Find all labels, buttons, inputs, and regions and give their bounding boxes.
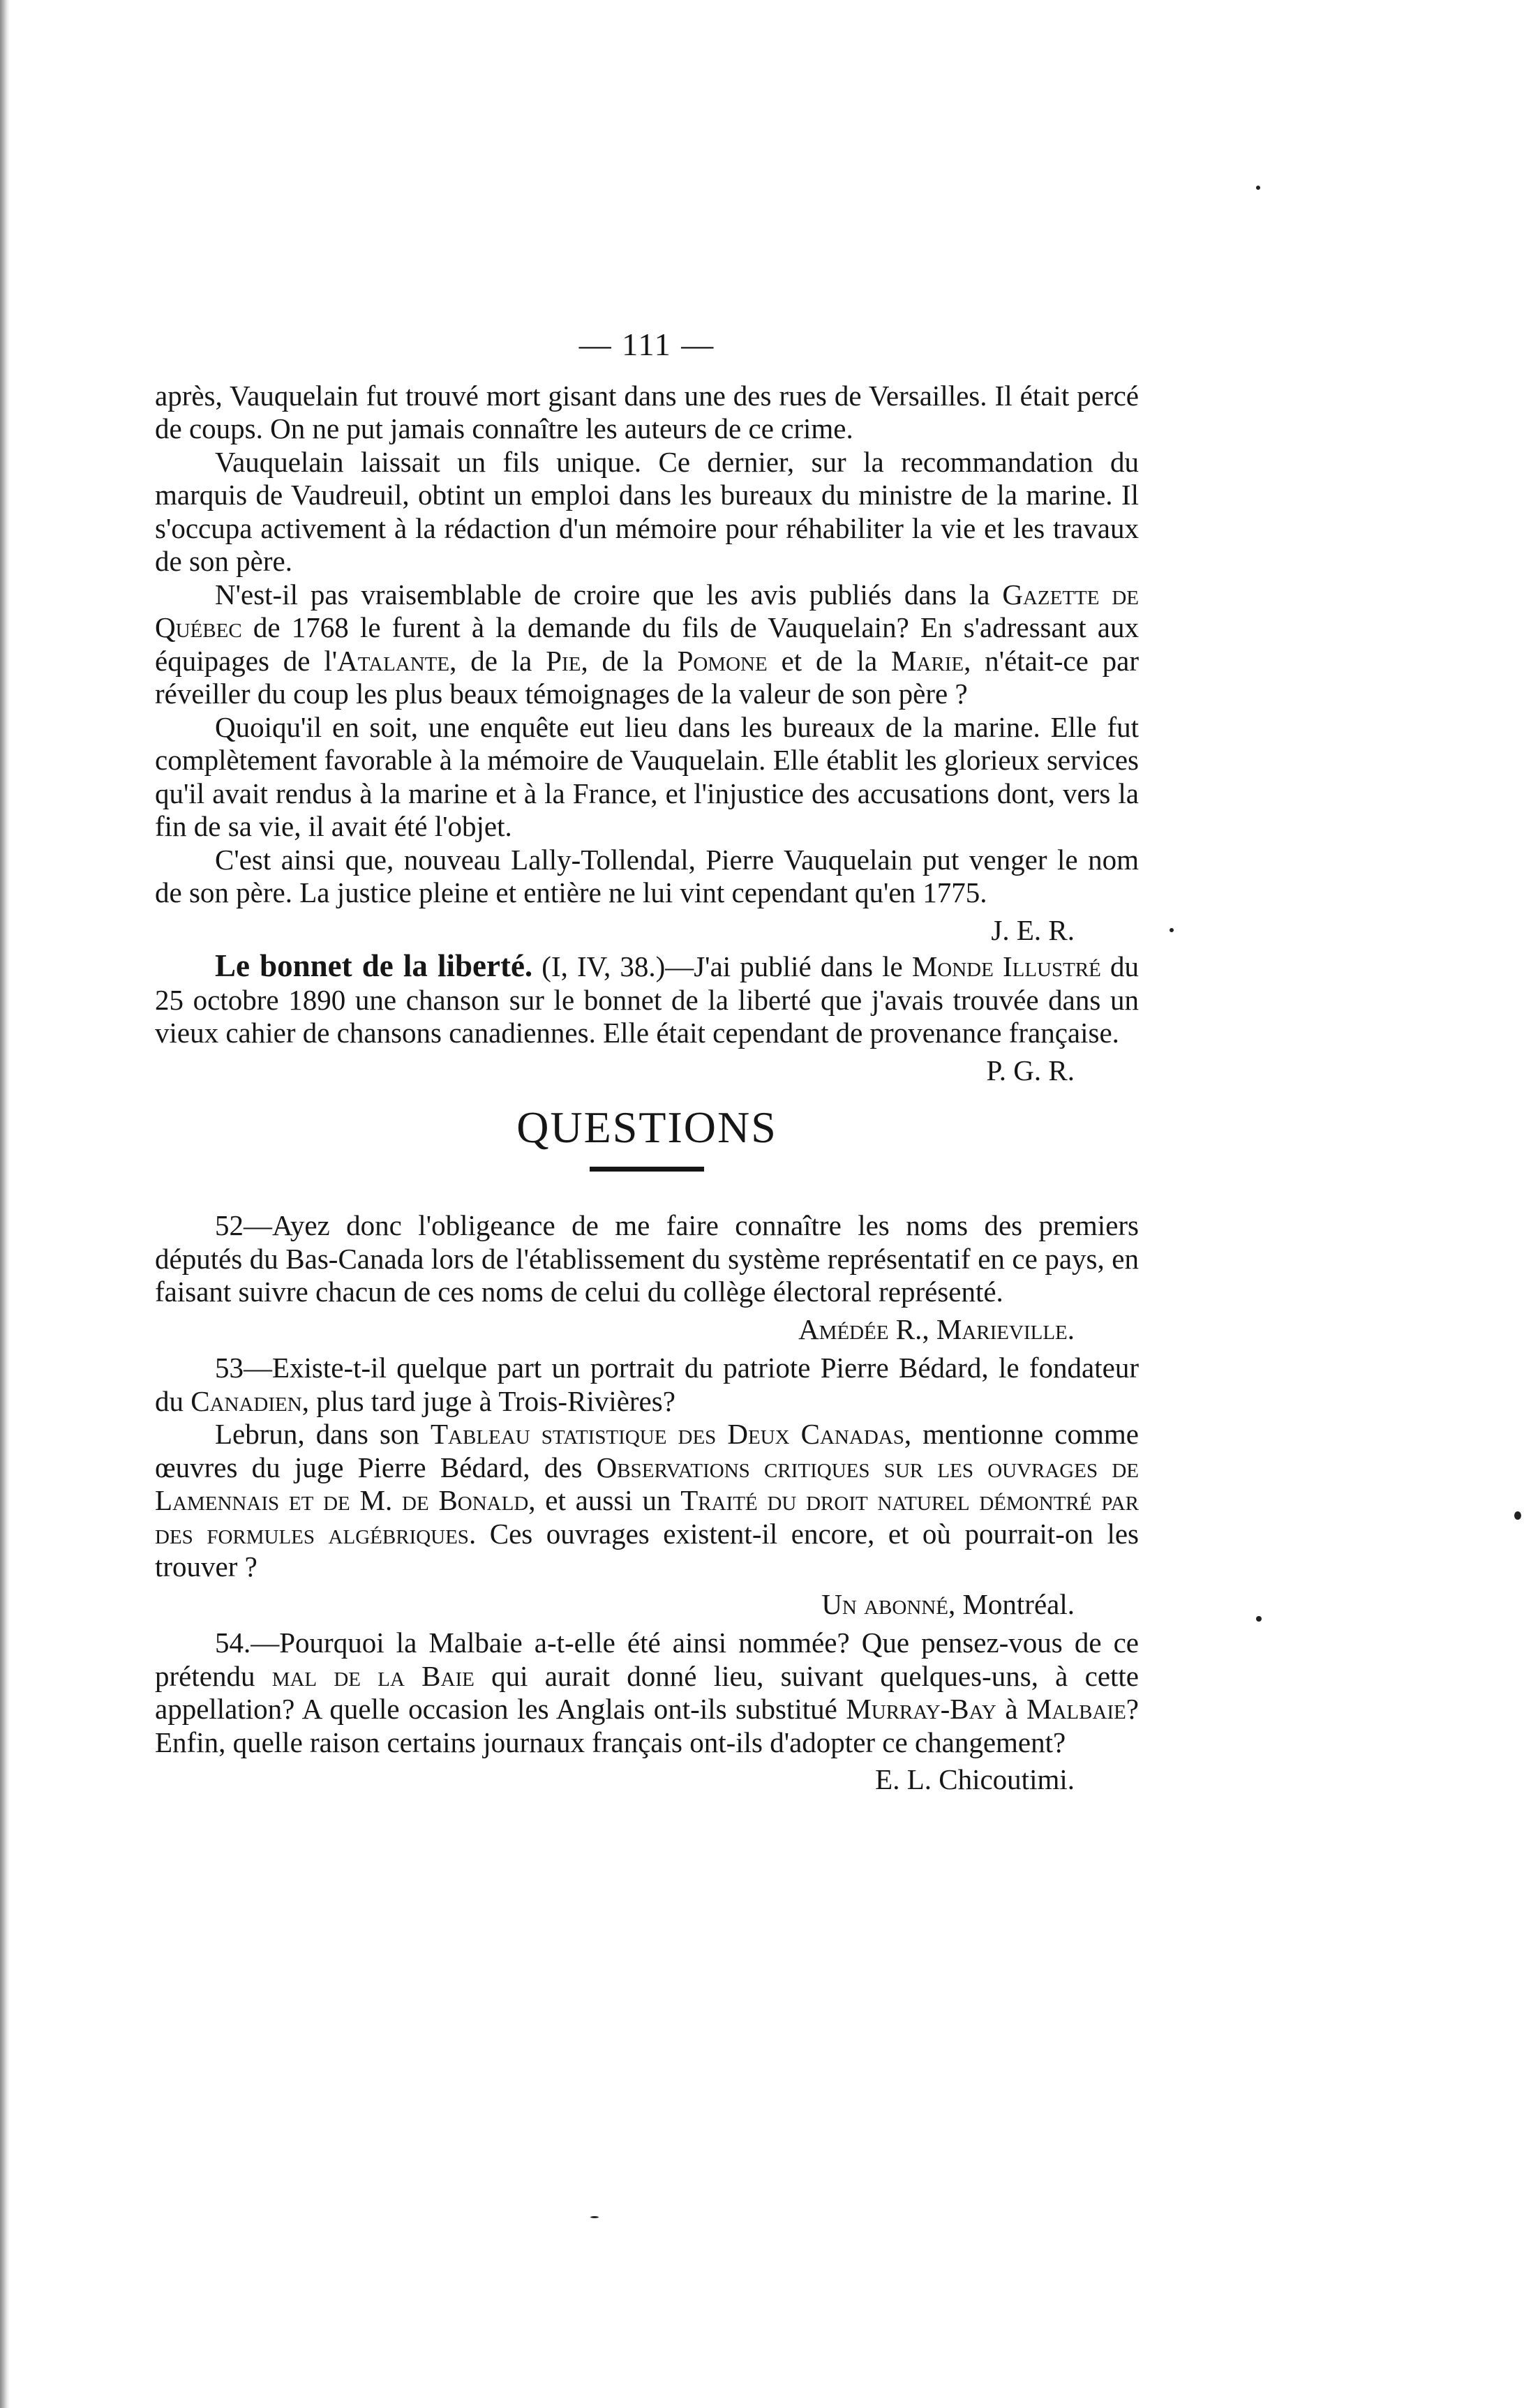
text-run: Lebrun, dans son — [215, 1418, 431, 1450]
text-run: , mentionne comme œuvres du juge Pierre Bédard, des — [155, 1418, 1139, 1483]
text-run: . Ces ouvrages existent-il encore, et où pourrait-on les trouver ? — [155, 1517, 1139, 1583]
print-speck — [1170, 928, 1174, 932]
paragraph: Quoiqu'il en soit, une enquête eut lieu dans les bureaux de la marine. Elle fut complètement favorable à la mémoire de Vauquelain. Elle établit les glorieux services qu'il avait rendus à la marine et à la France, et l'injustice des accusations dont, vers la fin de sa vie, il avait été l'objet. — [155, 710, 1139, 842]
text-run: N'est-il pas vraisemblable de croire que les avis publiés dans la — [215, 578, 1003, 611]
text-run: qui aurait donné lieu, suivant quelques-uns, à cette appellation? A quelle occasion les Anglais ont-ils substitué — [155, 1659, 1139, 1725]
text-run: , de la — [449, 644, 546, 677]
paragraph: C'est ainsi que, nouveau Lally-Tollendal, Pierre Vauquelain put venger le nom de son père. La justice pleine et entière ne lui vint cependant qu'en 1775. — [155, 843, 1139, 908]
ship-name: Pomone — [677, 644, 768, 677]
print-speck — [590, 2216, 599, 2218]
signature — [155, 1588, 1139, 1622]
book-title: Traité du droit naturel démontré par des formules algébriques — [155, 1484, 1139, 1550]
print-speck — [1514, 1511, 1521, 1520]
question-52: 52—Ayez donc l'obligeance de me faire connaître les noms des premiers députés du Bas-Canada lors de l'établissement du système représentatif en ce pays, en faisant suivre chacun de ces noms de celui du collège électoral représenté. — [155, 1209, 1139, 1308]
page-number: — 111 — — [578, 327, 715, 362]
signature-name: Un abonné — [821, 1587, 948, 1620]
paragraph — [155, 578, 1139, 711]
signature: J. E. R. — [991, 913, 1075, 946]
book-title: Observations critiques sur les ouvrages de Lamennais et de M. de Bonald — [155, 1451, 1139, 1516]
print-speck — [1256, 1616, 1262, 1622]
text-run: , plus tard juge à Trois-Rivières? — [301, 1384, 675, 1417]
text-run: à — [996, 1693, 1027, 1725]
text-run: , n'était-ce par réveiller du coup les plus beaux témoignages de la valeur de son père ? — [155, 644, 1139, 710]
ship-name: Marie — [891, 644, 964, 677]
term: mal de la Baie — [271, 1659, 475, 1692]
signature: E. L. Chicoutimi. — [875, 1763, 1075, 1795]
print-speck — [1256, 186, 1260, 190]
entry-heading: Le bonnet de la liberté. — [215, 948, 533, 983]
text-run: , de la — [581, 644, 678, 677]
publication-title: Canadien — [190, 1384, 302, 1417]
place-name: Malbaie — [1026, 1693, 1126, 1725]
signature: P. G. R. — [986, 1054, 1075, 1086]
place-name: Murray-Bay — [846, 1693, 996, 1725]
paragraph: Vauquelain laissait un fils unique. Ce dernier, sur la recommandation du marquis de Vaudreuil, obtint un emploi dans les bureaux du ministre de la marine. Il s'occupa activement à la rédaction d'un mémoire pour réhabiliter la vie et les travaux de son père. — [155, 445, 1139, 577]
text-run: (I, IV, 38.)—J'ai publié dans le — [532, 950, 912, 982]
paragraph — [155, 1418, 1139, 1584]
signature-place: , Montréal. — [948, 1587, 1075, 1620]
text-run: 54.—Pourquoi la Malbaie a-t-elle été ainsi nommée? Que pensez-vous de ce prétendu — [155, 1626, 1139, 1692]
text-run: ? Enfin, quelle raison certains journaux français ont-ils d'adopter ce changement? — [155, 1693, 1139, 1758]
text-run: de 1768 le furent à la demande du fils de Vauquelain? En s'adressant aux équipages de l' — [155, 611, 1139, 677]
question-53 — [155, 1352, 1139, 1418]
signature: Amédée R., Marieville. — [798, 1313, 1075, 1345]
publication-title: Monde Illustré — [911, 950, 1101, 982]
title-rule — [590, 1167, 704, 1172]
ship-name: Atalante — [337, 644, 450, 677]
text-run: du 25 octobre 1890 une chanson sur le bonnet de la liberté que j'avais trouvée dans un vieux cahier de chansons canadiennes. Elle était cependant de provenance française. — [155, 950, 1140, 1049]
book-title: Tableau statistique des Deux Canadas — [430, 1418, 904, 1450]
entry-bonnet — [155, 950, 1139, 1050]
text-run: et de la — [767, 644, 892, 677]
scanned-page-edge — [0, 0, 10, 2408]
question-54 — [155, 1626, 1139, 1759]
section-title: QUESTIONS — [516, 1102, 777, 1152]
paragraph: après, Vauquelain fut trouvé mort gisant dans une des rues de Versailles. Il était percé de coups. On ne put jamais connaître les auteurs de ce crime. — [155, 379, 1139, 444]
publication-title: Gazette de Québec — [155, 578, 1140, 643]
text-run: , et aussi un — [528, 1484, 681, 1516]
text-run: 53—Existe-t-il quelque part un portrait du patriote Pierre Bédard, le fondateur du — [155, 1352, 1139, 1417]
page-content — [155, 328, 1139, 1800]
ship-name: Pie — [546, 644, 581, 677]
